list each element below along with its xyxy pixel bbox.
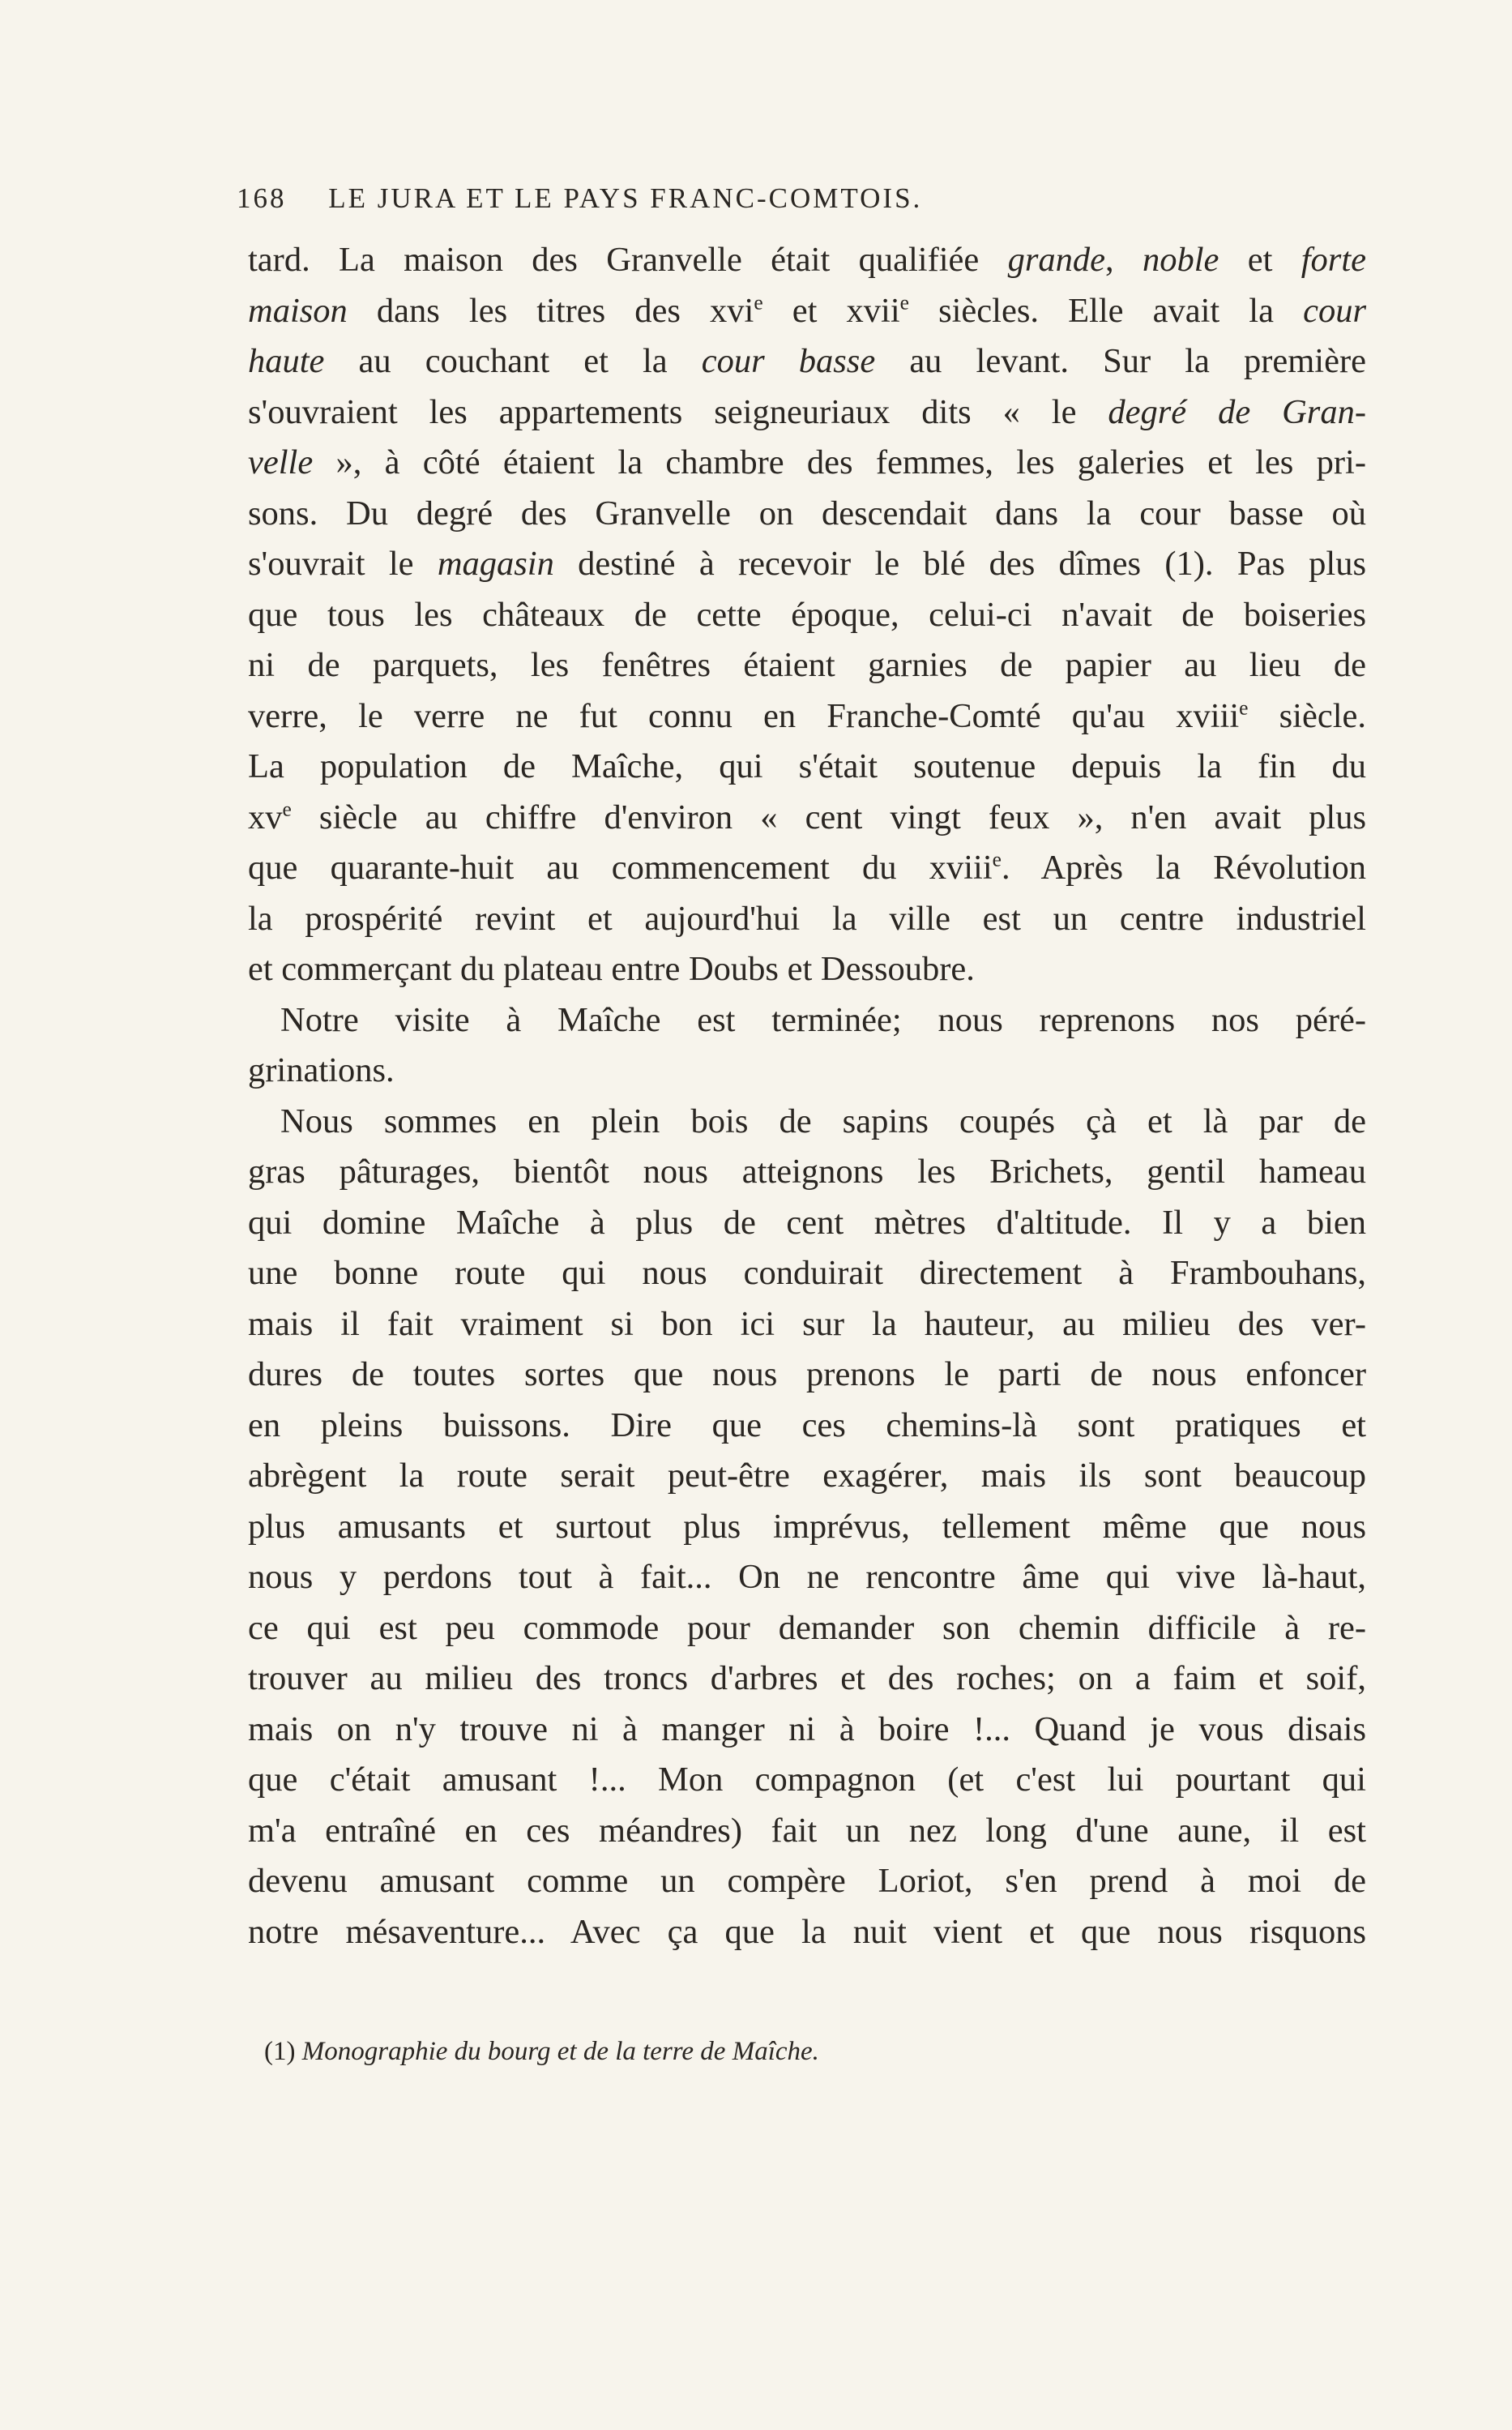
text-line [248,1451,1366,1502]
footnote-marker: (1) [264,2037,296,2066]
text-segment: mais il fait vraiment si bon ici sur la hauteur, au milieu des ver- [248,1304,1366,1343]
text-line [248,336,1366,387]
text-segment: ce qui est peu commode pour demander son chemin difficile à re- [248,1608,1366,1647]
text-segment: siècles. Elle avait la [908,291,1304,330]
italic-text: maison [248,291,348,330]
running-title: LE JURA ET LE PAYS FRANC-COMTOIS. [328,182,923,214]
italic-text: forte [1301,241,1366,279]
text-line [248,1097,1366,1148]
text-segment: dans les titres des xvi [347,291,754,330]
italic-text: grande [1007,241,1106,279]
text-segment: tard. La maison des Granvelle était qualifiée [248,241,1008,279]
italic-text: noble [1142,241,1219,279]
text-segment: La population de Maîche, qui s'était soutenue depuis la fin du [248,747,1366,785]
text-segment: Notre visite à Maîche est terminée; nous reprenons nos péré- [280,1000,1366,1039]
italic-text: magasin [437,545,554,583]
text-line [248,438,1366,489]
text-segment: devenu amusant comme un compère Loriot, s'en prend à moi de [248,1862,1366,1900]
text-segment: et xvii [762,291,900,330]
text-line [248,944,1366,995]
superscript: e [1239,695,1249,720]
text-line [248,1907,1366,1958]
text-line [248,286,1366,337]
text-line [248,539,1366,590]
text-segment: la prospérité revint et aujourd'hui la ville est un centre industriel [248,899,1366,938]
text-line [248,1502,1366,1553]
text-line [248,489,1366,540]
footnote [264,2037,1318,2067]
superscript: e [754,290,763,314]
text-line [248,843,1366,894]
text-segment: que tous les châteaux de cette époque, celui-ci n'avait de boiseries [248,595,1366,634]
page-number: 168 [237,182,287,214]
italic-text: cour basse [701,342,876,380]
text-line [248,590,1366,641]
text-segment: que c'était amusant !... Mon compagnon (et c'est lui pourtant qui [248,1760,1366,1799]
text-segment: dures de toutes sortes que nous prenons le parti de nous enfoncer [248,1355,1366,1393]
running-header [237,182,1193,215]
text-segment: mais on n'y trouve ni à manger ni à boire !... Quand je vous disais [248,1709,1366,1748]
italic-text: cour [1303,291,1366,330]
text-segment: notre mésaventure... Avec ça que la nuit vient et que nous risquons [248,1912,1366,1951]
text-line [248,995,1366,1046]
text-segment: nous y perdons tout à fait... On ne rencontre âme qui vive là-haut, [248,1558,1366,1596]
text-segment: trouver au milieu des troncs d'arbres et des roches; on a faim et soif, [248,1659,1366,1697]
body-text [248,235,1366,1957]
text-segment: qui domine Maîche à plus de cent mètres d'altitude. Il y a bien [248,1203,1366,1242]
text-segment: sons. Du degré des Granvelle on descendait dans la cour basse où [248,494,1366,533]
text-line [248,691,1366,742]
text-line [248,1248,1366,1299]
superscript: e [992,847,1002,871]
superscript: e [282,797,292,821]
text-segment: m'a entraîné en ces méandres) fait un nez long d'une aune, il est [248,1811,1366,1850]
text-line [248,640,1366,691]
text-segment: siècle au chiffre d'environ « cent vingt feux », n'en avait plus [291,798,1366,836]
text-line [248,894,1366,945]
text-line [248,1350,1366,1401]
text-segment: au couchant et la [324,342,702,380]
text-segment: destiné à recevoir le blé des dîmes (1). Pas plus [553,545,1366,583]
text-segment: une bonne route qui nous conduirait directement à Frambouhans, [248,1254,1366,1292]
text-line [248,387,1366,439]
text-line [248,1147,1366,1198]
text-segment: verre, le verre ne fut connu en Franche-Comté qu'au xviii [248,696,1240,735]
text-segment: abrègent la route serait peut-être exagérer, mais ils sont beaucoup [248,1457,1366,1495]
text-line [248,1755,1366,1806]
text-line [248,1705,1366,1756]
text-segment: au levant. Sur la première [875,342,1366,380]
text-segment: Nous sommes en plein bois de sapins coupés çà et là par de [280,1102,1366,1140]
text-segment: en pleins buissons. Dire que ces chemins-là sont pratiques et [248,1405,1366,1444]
text-line [248,1856,1366,1907]
text-line [248,1603,1366,1654]
text-line [248,1299,1366,1350]
text-segment: . Après la Révolution [1001,849,1366,887]
text-segment: s'ouvrait le [248,545,438,583]
text-segment: grinations. [248,1051,395,1089]
text-line [248,793,1366,844]
text-segment: s'ouvraient les appartements seigneuriaux dits « le [248,392,1108,431]
text-segment: gras pâturages, bientôt nous atteignons les Brichets, gentil hameau [248,1153,1366,1191]
italic-text: degré de Gran- [1108,392,1366,431]
text-line [248,1046,1366,1097]
text-line [248,742,1366,793]
text-segment: que quarante-huit au commencement du xviii [248,849,993,887]
text-segment: et commerçant du plateau entre Doubs et Dessoubre. [248,950,975,988]
italic-text: velle [248,443,314,481]
text-segment: ni de parquets, les fenêtres étaient garnies de papier au lieu de [248,646,1366,684]
text-segment: xv [248,798,283,836]
text-segment: et [1219,241,1301,279]
text-line [248,235,1366,286]
text-line [248,1552,1366,1603]
text-segment: , [1105,241,1143,279]
text-line [248,1401,1366,1452]
text-line [248,1654,1366,1705]
text-segment: siècle. [1248,696,1366,735]
italic-text: haute [248,342,325,380]
text-segment: plus amusants et surtout plus imprévus, tellement même que nous [248,1507,1366,1546]
footnote-text: Monographie du bourg et de la terre de Maîche. [301,2037,819,2066]
text-line [248,1806,1366,1857]
superscript: e [899,290,909,314]
text-segment: », à côté étaient la chambre des femmes, les galeries et les pri- [313,443,1366,481]
text-line [248,1198,1366,1249]
